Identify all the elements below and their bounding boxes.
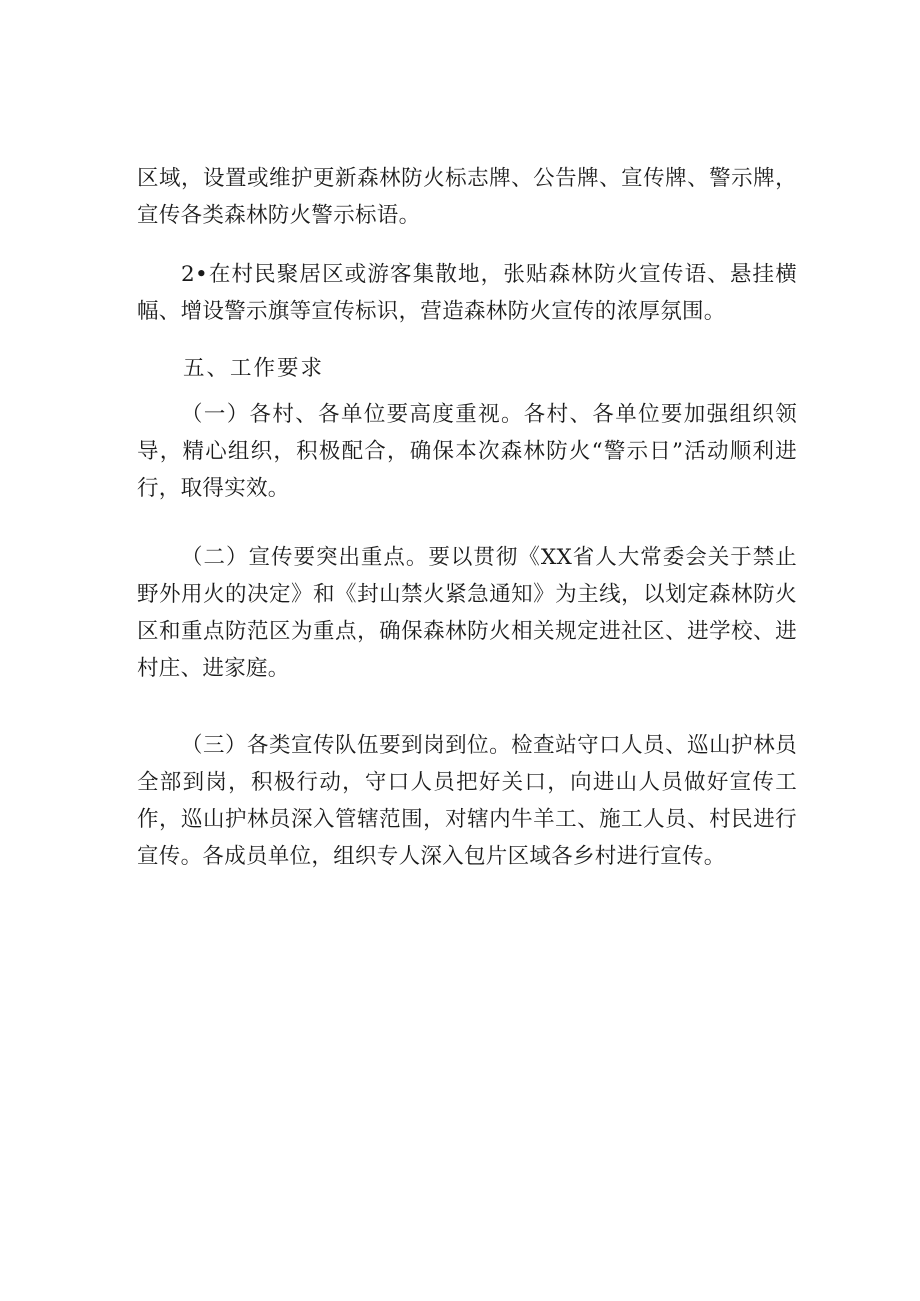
section-heading-work-requirements: 五、工作要求 [183,356,325,381]
paragraph-item-2: 2•在村民聚居区或游客集散地，张贴森林防火宣传语、悬挂横幅、增设警示旗等宣传标识，营造森林防火宣传的浓厚氛围。 [137,262,797,324]
paragraph-signage-continuation: 区域，设置或维护更新森林防火标志牌、公告牌、宣传牌、警示牌，宣传各类森林防火警示标语。 [137,166,797,228]
paragraph-requirement-2: （二）宣传要突出重点。要以贯彻《XX省人大常委会关于禁止野外用火的决定》和《封山禁火紧急通知》为主线，以划定森林防火区和重点防范区为重点，确保森林防火相关规定进社区、进学校、进村庄、进家庭。 [137,545,797,681]
paragraph-requirement-3: （三）各类宣传队伍要到岗到位。检查站守口人员、巡山护林员全部到岗，积极行动，守口人员把好关口，向进山人员做好宣传工作，巡山护林员深入管辖范围，对辖内牛羊工、施工人员、村民进行宣传。各成员单位，组织专人深入包片区域各乡村进行宣传。 [137,733,797,869]
paragraph-requirement-1: （一）各村、各单位要高度重视。各村、各单位要加强组织领导，精心组织，积极配合，确保本次森林防火“警示日”活动顺利进行，取得实效。 [137,402,797,501]
